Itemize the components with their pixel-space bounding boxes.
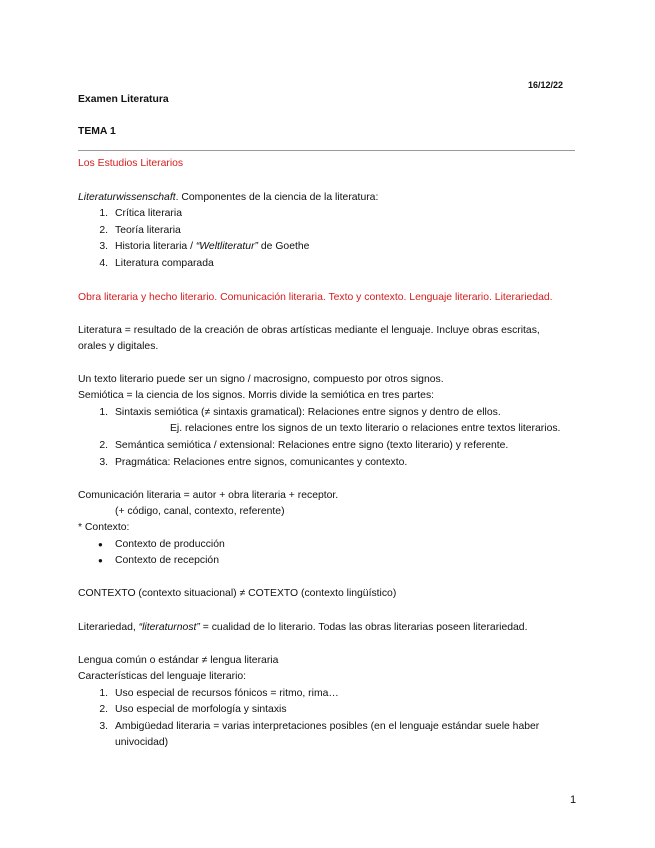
list-item-quote: “Weltliteratur” [195,241,259,252]
paragraph-line: Literatura = resultado de la creación de obras artísticas mediante el lenguaje. Incluye obras escritas, [78,325,540,336]
list-number: 1. [99,407,108,418]
paragraph-line: Comunicación literaria = autor + obra literaria + receptor. [78,490,339,501]
list-item: Uso especial de morfología y sintaxis [115,704,287,715]
paragraph-line: orales y digitales. [78,341,159,352]
list-item: Semántica semiótica / extensional: Relaciones entre signo (texto literario) y referente. [115,440,509,451]
list-item: Literatura comparada [115,258,214,269]
paragraph-line: (+ código, canal, contexto, referente) [115,506,285,517]
list-number: 2. [99,440,108,451]
literariedad-a: Literariedad, [78,622,139,633]
list-number: 4. [99,258,108,269]
paragraph-line: CONTEXTO (contexto situacional) ≠ COTEXTO (contexto lingüístico) [78,588,397,599]
literariedad-quote: “literaturnost” [138,622,200,633]
list-item: Uso especial de recursos fónicos = ritmo, rima… [115,688,339,699]
intro-line [78,192,378,203]
list-number: 2. [99,225,108,236]
list-number: 2. [99,704,108,715]
list-item-text: Historia literaria / [115,241,196,252]
list-item: Teoría literaria [115,225,181,236]
date: 16/12/22 [528,80,564,90]
bullet-icon: ● [98,540,103,549]
page-number: 1 [570,794,577,806]
list-number: 3. [99,241,108,252]
list-item: Sintaxis semiótica (≠ sintaxis gramatical): Relaciones entre signos y dentro de ellos. [115,407,501,418]
paragraph-line: Lengua común o estándar ≠ lengua literaria [78,655,279,666]
literariedad-b: = cualidad de lo literario. Todas las obras literarias poseen literariedad. [199,622,528,633]
section-heading-obra: Obra literaria y hecho literario. Comunicación literaria. Texto y contexto. Lenguaje literario. Literariedad. [78,292,553,303]
section-heading-estudios: Los Estudios Literarios [78,158,184,169]
literariedad-line [78,622,527,633]
list-item [115,241,309,252]
list-number: 1. [99,208,108,219]
divider [78,150,575,151]
list-item: Contexto de recepción [115,555,219,566]
paragraph-line: Características del lenguaje literario: [78,671,247,682]
topic-title: TEMA 1 [78,126,116,137]
list-item-end: de Goethe [258,241,310,252]
intro-term: Literaturwissenschaft [78,192,176,203]
doc-title: Examen Literatura [78,94,169,105]
paragraph-line: Semiótica = la ciencia de los signos. Morris divide la semiótica en tres partes: [78,390,435,401]
intro-text: . Componentes de la ciencia de la literatura: [175,192,379,203]
example-line: Ej. relaciones entre los signos de un texto literario o relaciones entre textos literarios. [170,423,561,434]
list-item: Contexto de producción [115,539,225,550]
paragraph-line: * Contexto: [78,522,130,533]
list-item: Pragmática: Relaciones entre signos, comunicantes y contexto. [115,457,408,468]
list-item: Ambigüedad literaria = varias interpretaciones posibles (en el lenguaje estándar suele haber [115,721,540,732]
paragraph-line: Un texto literario puede ser un signo / macrosigno, compuesto por otros signos. [78,374,444,385]
list-number: 1. [99,688,108,699]
list-item-continuation: univocidad) [115,737,169,748]
list-number: 3. [99,457,108,468]
bullet-icon: ● [98,556,103,565]
list-item: Crítica literaria [115,208,182,219]
list-number: 3. [99,721,108,732]
